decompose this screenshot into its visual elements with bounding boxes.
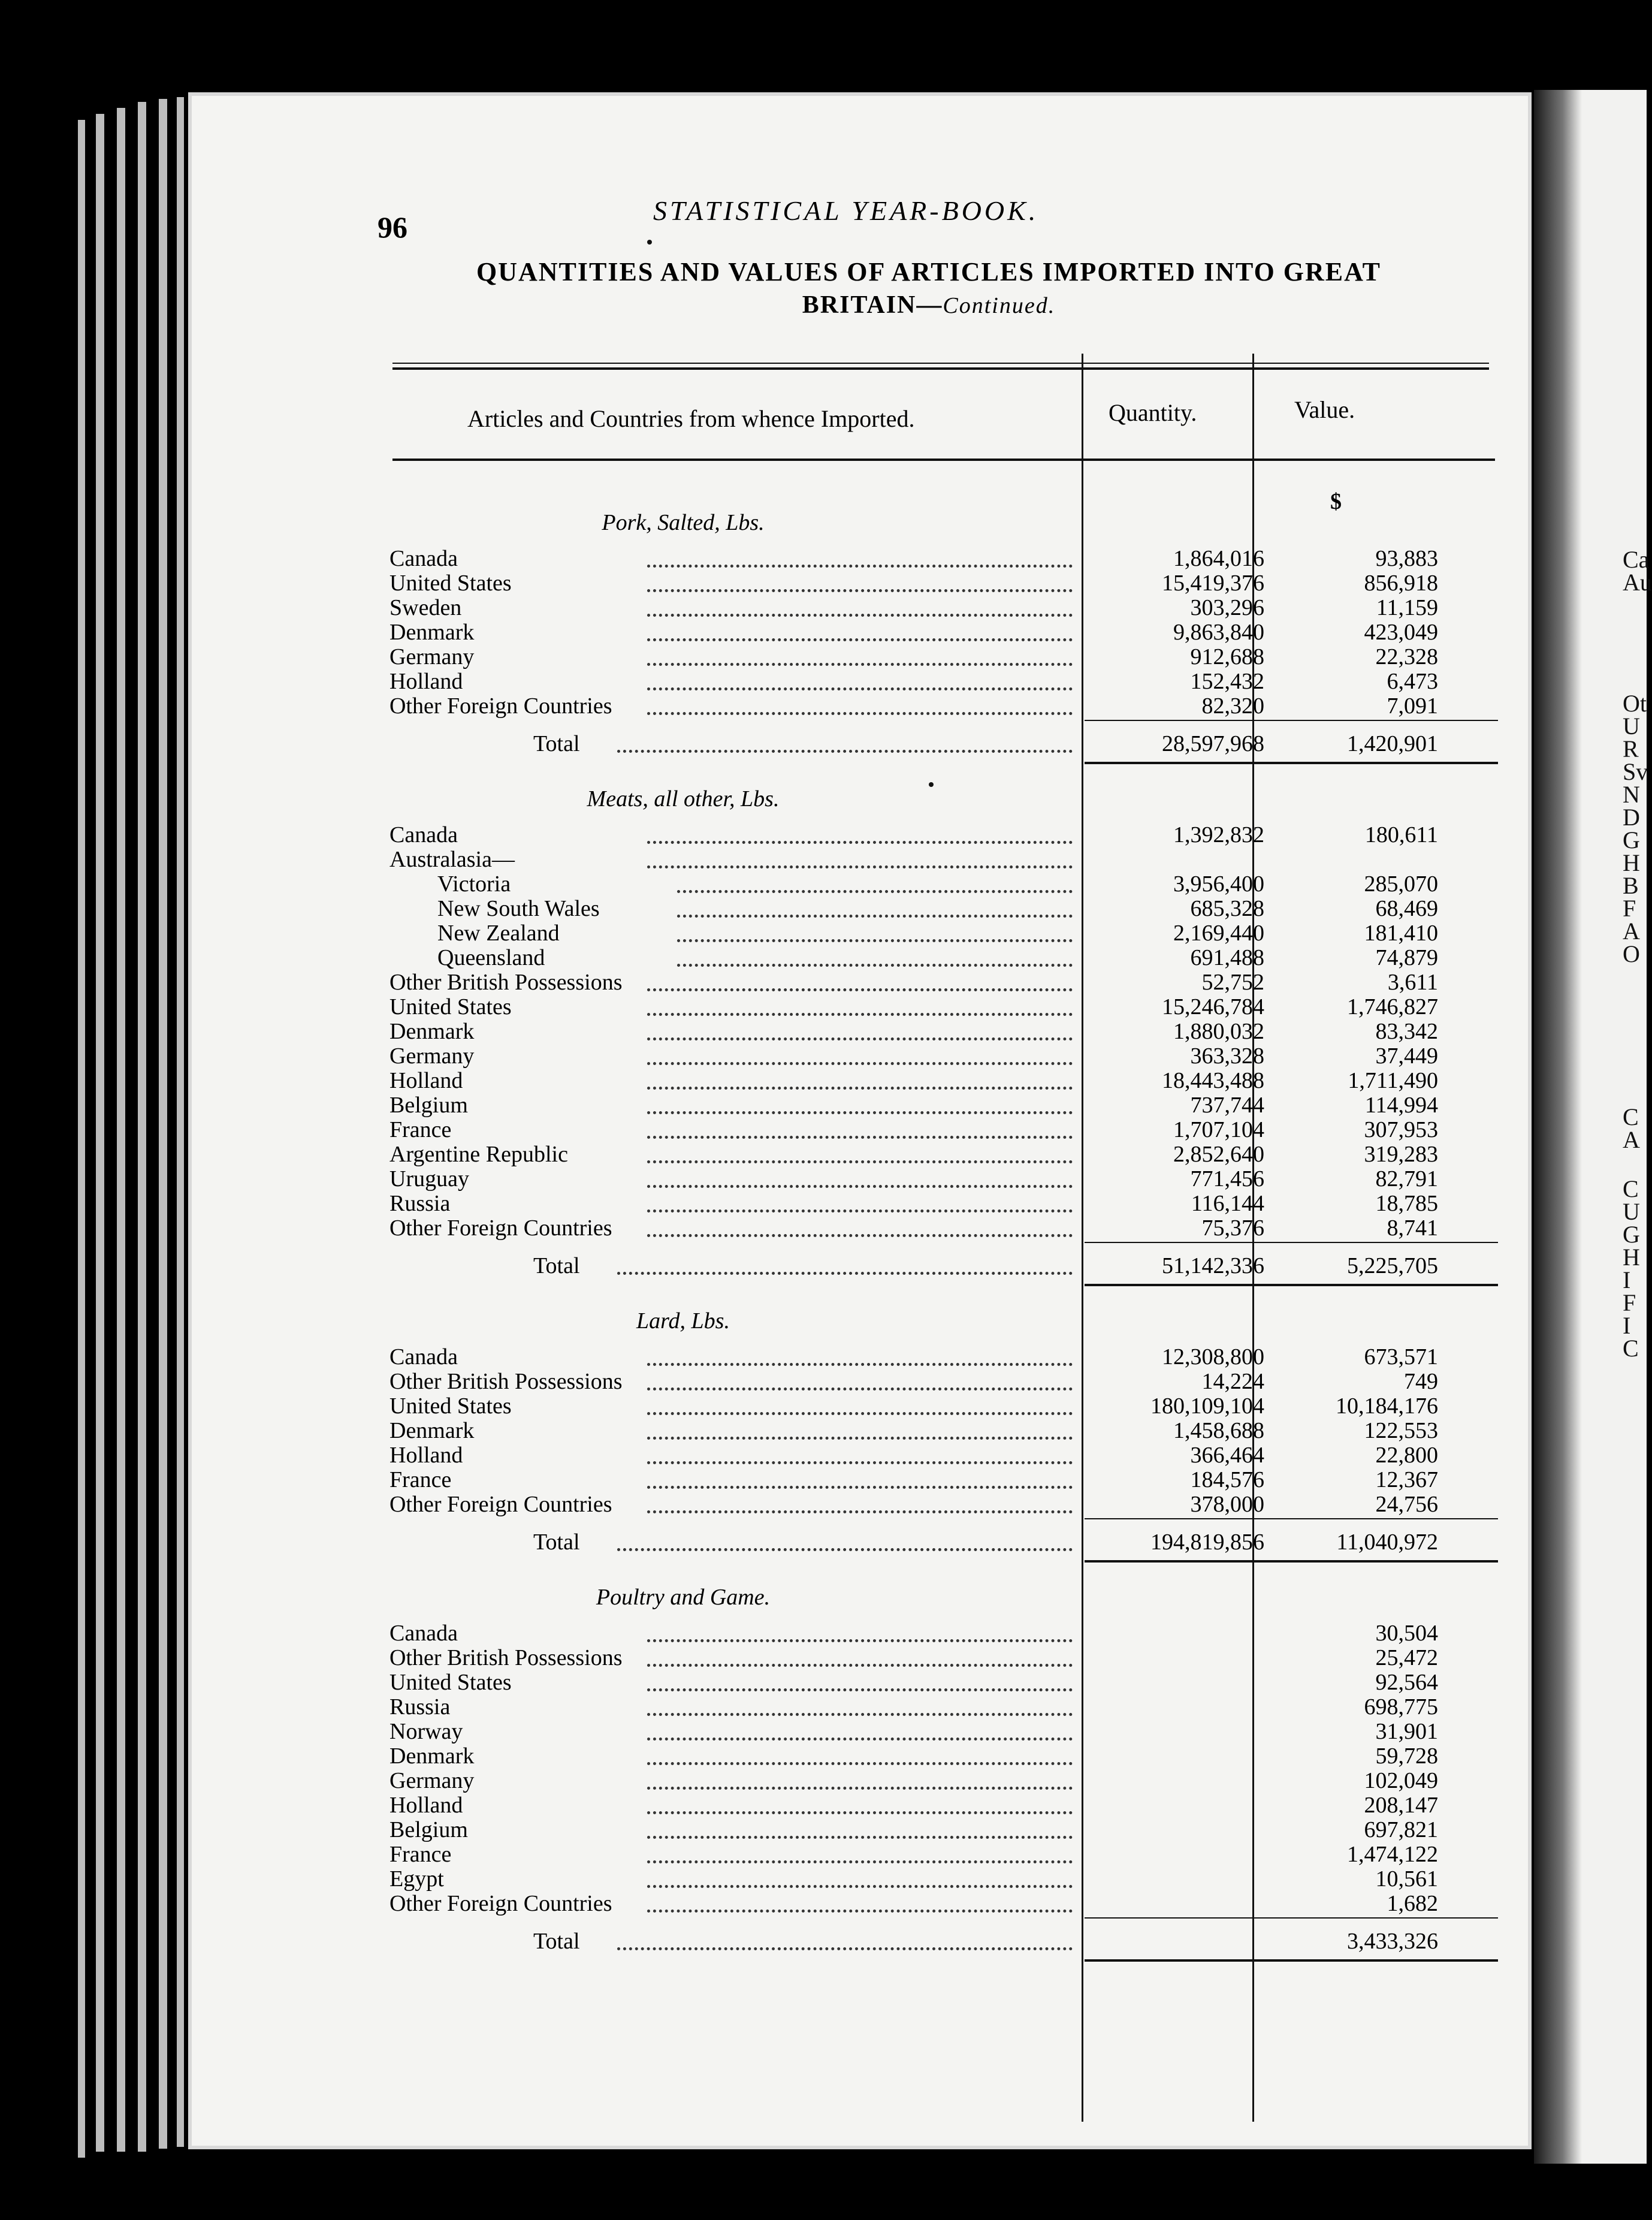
leader-dots <box>647 1749 1073 1765</box>
value-cell: 6,473 <box>1387 669 1438 694</box>
leader-dots <box>647 1675 1073 1691</box>
quantity-cell: 771,456 <box>1190 1166 1264 1192</box>
quantity-cell: 737,744 <box>1190 1093 1264 1118</box>
country-name: Victoria <box>437 871 511 897</box>
leader-dots <box>647 1172 1073 1188</box>
header-rule-bottom <box>392 459 1495 461</box>
quantity-cell: 9,863,840 <box>1173 620 1264 645</box>
country-name: Uruguay <box>389 1166 469 1192</box>
facing-text-fragment: Ot <box>1623 690 1647 717</box>
leader-dots <box>677 951 1073 967</box>
leader-dots <box>647 1896 1073 1913</box>
quantity-cell: 912,688 <box>1190 644 1264 669</box>
total-quantity: 194,819,856 <box>1150 1530 1264 1555</box>
quantity-cell: 378,000 <box>1190 1492 1264 1517</box>
quantity-cell: 1,392,832 <box>1173 822 1264 847</box>
facing-text-fragment: F <box>1623 1289 1636 1316</box>
table-row <box>389 595 1624 619</box>
value-cell: 122,553 <box>1364 1418 1438 1443</box>
value-cell: 31,901 <box>1375 1719 1438 1744</box>
document-page <box>192 96 1528 2146</box>
value-cell: 114,994 <box>1364 1093 1438 1118</box>
quantity-cell: 691,488 <box>1190 945 1264 970</box>
country-name: Germany <box>389 1043 475 1069</box>
value-cell: 7,091 <box>1387 693 1438 719</box>
continued-label: Continued. <box>943 293 1056 318</box>
total-row <box>389 1928 1624 1952</box>
value-cell: 10,184,176 <box>1336 1393 1438 1419</box>
country-name: Denmark <box>389 1418 475 1443</box>
leader-dots <box>647 1872 1073 1888</box>
leader-dots <box>647 1423 1073 1440</box>
table-row <box>389 1368 1624 1392</box>
table-title: QUANTITIES AND VALUES OF ARTICLES IMPORTED INTO GREAT <box>476 257 1382 286</box>
print-speck <box>929 782 934 787</box>
facing-text-fragment: Sv <box>1623 758 1648 785</box>
value-cell: 12,367 <box>1375 1467 1438 1492</box>
leader-dots <box>647 699 1073 715</box>
table-row <box>389 668 1624 692</box>
value-cell: 673,571 <box>1364 1344 1438 1370</box>
table-row <box>389 1645 1624 1669</box>
value-cell: 22,800 <box>1375 1443 1438 1468</box>
value-cell: 856,918 <box>1364 571 1438 596</box>
col-header-value: Value. <box>1294 396 1355 423</box>
country-name: France <box>389 1842 452 1867</box>
total-label: Total <box>533 731 580 756</box>
country-name: Other Foreign Countries <box>389 693 612 719</box>
facing-text-fragment: H <box>1623 1244 1640 1271</box>
value-cell: 1,474,122 <box>1347 1842 1438 1867</box>
leader-dots <box>647 1049 1073 1065</box>
page-number: 96 <box>377 210 407 244</box>
table-row <box>389 1442 1624 1466</box>
leader-dots <box>647 1000 1073 1016</box>
table-row <box>389 920 1624 944</box>
facing-text-fragment: G <box>1623 1221 1640 1248</box>
leader-dots <box>647 1651 1073 1667</box>
country-name: Other Foreign Countries <box>389 1891 612 1916</box>
country-name: Canada <box>389 1344 458 1370</box>
table-row <box>389 1018 1624 1042</box>
country-name: Denmark <box>389 620 475 645</box>
table-row <box>389 1467 1624 1491</box>
facing-text-fragment: F <box>1623 895 1636 922</box>
country-name: Sweden <box>389 595 462 620</box>
value-cell: 307,953 <box>1364 1117 1438 1142</box>
country-name: United States <box>389 994 512 1019</box>
value-cell: 25,472 <box>1375 1645 1438 1670</box>
quantity-cell: 1,458,688 <box>1173 1418 1264 1443</box>
facing-text-fragment: C <box>1623 1175 1639 1202</box>
leader-dots <box>647 1147 1073 1163</box>
value-cell: 11,159 <box>1376 595 1438 620</box>
facing-text-fragment: I <box>1623 1312 1631 1339</box>
total-row <box>389 1529 1624 1553</box>
value-cell: 30,504 <box>1375 1621 1438 1646</box>
table-row <box>389 1718 1624 1742</box>
running-title: STATISTICAL YEAR-BOOK. <box>653 195 1039 226</box>
table-row <box>389 1166 1624 1190</box>
quantity-cell: 3,956,400 <box>1173 871 1264 897</box>
table-row <box>389 1767 1624 1791</box>
country-name: United States <box>389 571 512 596</box>
value-cell: 285,070 <box>1364 871 1438 897</box>
leader-dots <box>617 737 1073 753</box>
country-name: Holland <box>389 1793 463 1818</box>
value-cell: 1,682 <box>1387 1891 1438 1916</box>
value-cell: 208,147 <box>1364 1793 1438 1818</box>
value-cell: 93,883 <box>1375 546 1438 571</box>
quantity-cell: 1,864,016 <box>1173 546 1264 571</box>
quantity-cell: 184,576 <box>1190 1467 1264 1492</box>
value-cell: 83,342 <box>1375 1019 1438 1044</box>
header-rule-top <box>392 363 1489 364</box>
table-row <box>389 1792 1624 1816</box>
table-row <box>389 570 1624 594</box>
value-cell: 181,410 <box>1364 921 1438 946</box>
value-cell: 319,283 <box>1364 1142 1438 1167</box>
leader-dots <box>647 1823 1073 1839</box>
subtotal-rule <box>1085 1917 1498 1919</box>
leader-dots <box>647 1196 1073 1212</box>
facing-text-fragment: O <box>1623 940 1640 967</box>
country-name: Russia <box>389 1191 451 1216</box>
value-cell: 1,746,827 <box>1347 994 1438 1019</box>
value-cell: 10,561 <box>1375 1866 1438 1892</box>
leader-dots <box>677 877 1073 893</box>
value-cell: 74,879 <box>1375 945 1438 970</box>
table-row <box>389 693 1624 717</box>
country-name: Other Foreign Countries <box>389 1215 612 1241</box>
value-cell: 697,821 <box>1364 1817 1438 1842</box>
quantity-cell: 303,296 <box>1190 595 1264 620</box>
dollar-sign: $ <box>1330 489 1342 514</box>
quantity-cell: 82,320 <box>1201 693 1264 719</box>
table-row <box>389 1866 1624 1890</box>
section-title: Lard, Lbs. <box>636 1308 730 1334</box>
page-edge <box>138 102 146 2152</box>
leader-dots <box>647 650 1073 666</box>
country-name: Denmark <box>389 1744 475 1769</box>
quantity-cell: 366,464 <box>1190 1443 1264 1468</box>
total-label: Total <box>533 1253 580 1278</box>
quantity-cell: 685,328 <box>1190 896 1264 921</box>
country-name: Other British Possessions <box>389 970 623 995</box>
leader-dots <box>647 551 1073 568</box>
total-rule <box>1085 1284 1498 1286</box>
country-name: Egypt <box>389 1866 444 1892</box>
leader-dots <box>647 1024 1073 1040</box>
col-header-articles: Articles and Countries from whence Imported. <box>467 405 915 432</box>
value-cell: 423,049 <box>1364 620 1438 645</box>
leader-dots <box>647 1497 1073 1513</box>
country-name: Germany <box>389 644 475 669</box>
facing-text-fragment: A <box>1623 918 1640 945</box>
table-row <box>389 1817 1624 1841</box>
table-row <box>389 545 1624 569</box>
table-row <box>389 1215 1624 1239</box>
total-value: 3,433,326 <box>1347 1929 1438 1954</box>
country-name: Other Foreign Countries <box>389 1492 612 1517</box>
quantity-cell: 12,308,800 <box>1162 1344 1264 1370</box>
quantity-cell: 15,419,376 <box>1162 571 1264 596</box>
table-row <box>389 846 1624 870</box>
leader-dots <box>647 1221 1073 1237</box>
table-row <box>389 1043 1624 1067</box>
value-cell: 22,328 <box>1375 644 1438 669</box>
quantity-cell: 1,707,104 <box>1173 1117 1264 1142</box>
table-row <box>389 619 1624 643</box>
country-name: New South Wales <box>437 896 600 921</box>
value-cell: 180,611 <box>1364 822 1438 847</box>
page-edge <box>117 108 125 2152</box>
quantity-cell: 1,880,032 <box>1173 1019 1264 1044</box>
country-name: Other British Possessions <box>389 1369 623 1394</box>
table-row <box>389 1417 1624 1441</box>
leader-dots <box>647 1626 1073 1642</box>
quantity-cell: 363,328 <box>1190 1043 1264 1069</box>
total-quantity: 28,597,968 <box>1162 731 1264 756</box>
leader-dots <box>647 975 1073 991</box>
table-row <box>389 945 1624 969</box>
section-title: Meats, all other, Lbs. <box>587 786 780 812</box>
table-row <box>389 1669 1624 1693</box>
facing-text-fragment: G <box>1623 827 1640 853</box>
total-value: 11,040,972 <box>1336 1530 1438 1555</box>
value-cell: 24,756 <box>1375 1492 1438 1517</box>
total-quantity: 51,142,336 <box>1162 1253 1264 1278</box>
facing-text-fragment: H <box>1623 849 1640 876</box>
country-name: Canada <box>389 546 458 571</box>
subtotal-rule <box>1085 1242 1498 1243</box>
country-name: Germany <box>389 1768 475 1793</box>
total-row <box>389 1253 1624 1277</box>
table-row <box>389 994 1624 1018</box>
total-label: Total <box>533 1929 580 1954</box>
country-name: Holland <box>389 669 463 694</box>
total-label: Total <box>533 1530 580 1555</box>
total-row <box>389 731 1624 755</box>
subtotal-rule <box>1085 720 1498 721</box>
country-name: Canada <box>389 1621 458 1646</box>
country-name: Argentine Republic <box>389 1142 568 1167</box>
country-name: France <box>389 1467 452 1492</box>
quantity-cell: 15,246,784 <box>1162 994 1264 1019</box>
leader-dots <box>617 1934 1073 1950</box>
facing-text-fragment: C <box>1623 1103 1639 1130</box>
table-row <box>389 895 1624 919</box>
title-dash: — <box>916 291 943 319</box>
table-row <box>389 1841 1624 1865</box>
value-cell: 102,049 <box>1364 1768 1438 1793</box>
page-edge <box>78 120 85 2158</box>
leader-dots <box>677 901 1073 918</box>
value-cell: 37,449 <box>1375 1043 1438 1069</box>
leader-dots <box>647 1350 1073 1366</box>
facing-text-fragment: R <box>1623 735 1639 762</box>
page-edge <box>159 99 167 2149</box>
page-edge <box>177 97 184 2147</box>
col-header-quantity: Quantity. <box>1109 399 1197 426</box>
leader-dots <box>617 1535 1073 1551</box>
table-row <box>389 969 1624 993</box>
value-cell: 59,728 <box>1375 1744 1438 1769</box>
value-cell: 92,564 <box>1375 1670 1438 1695</box>
quantity-cell: 180,109,104 <box>1150 1393 1264 1419</box>
country-name: Canada <box>389 822 458 847</box>
country-name: Denmark <box>389 1019 475 1044</box>
leader-dots <box>647 1073 1073 1090</box>
quantity-cell: 75,376 <box>1201 1215 1264 1241</box>
quantity-cell: 2,852,640 <box>1173 1142 1264 1167</box>
table-row <box>389 1620 1624 1644</box>
facing-text-fragment: A <box>1623 1126 1640 1153</box>
title-word-britain: BRITAIN <box>802 291 917 319</box>
total-rule <box>1085 1959 1498 1962</box>
table-row <box>389 1067 1624 1091</box>
leader-dots <box>647 576 1073 592</box>
table-row <box>389 1141 1624 1165</box>
leader-dots <box>647 828 1073 844</box>
country-name: Holland <box>389 1068 463 1093</box>
facing-text-fragment: I <box>1623 1266 1631 1293</box>
facing-text-fragment: N <box>1623 781 1640 808</box>
leader-dots <box>647 1700 1073 1716</box>
leader-dots <box>647 1473 1073 1489</box>
leader-dots <box>617 1259 1073 1275</box>
print-speck <box>647 240 652 245</box>
table-title-continued <box>419 291 1438 319</box>
quantity-cell: 14,224 <box>1201 1369 1264 1394</box>
table-row <box>389 1190 1624 1214</box>
subtotal-rule <box>1085 1518 1498 1519</box>
total-rule <box>1085 762 1498 764</box>
value-cell: 8,741 <box>1387 1215 1438 1241</box>
total-rule <box>1085 1560 1498 1563</box>
leader-dots <box>647 1724 1073 1741</box>
country-name: Holland <box>389 1443 463 1468</box>
value-cell: 68,469 <box>1375 896 1438 921</box>
leader-dots <box>647 674 1073 690</box>
quantity-cell: 18,443,488 <box>1162 1068 1264 1093</box>
country-name: Belgium <box>389 1093 468 1118</box>
table-row <box>389 1491 1624 1515</box>
table-row <box>389 1092 1624 1116</box>
value-cell: 749 <box>1404 1369 1438 1394</box>
header-rule-top-bold <box>392 367 1489 370</box>
table-row <box>389 1890 1624 1914</box>
table-row <box>389 1344 1624 1368</box>
leader-dots <box>647 1399 1073 1415</box>
country-name: Belgium <box>389 1817 468 1842</box>
leader-dots <box>647 625 1073 641</box>
country-name: Norway <box>389 1719 463 1744</box>
country-name: New Zealand <box>437 921 560 946</box>
facing-text-fragment: C <box>1623 1335 1639 1362</box>
leader-dots <box>647 1098 1073 1114</box>
country-name: Russia <box>389 1694 451 1720</box>
value-cell: 18,785 <box>1375 1191 1438 1216</box>
table-row <box>389 1393 1624 1417</box>
quantity-cell: 116,144 <box>1191 1191 1264 1216</box>
leader-dots <box>647 1847 1073 1863</box>
section-title: Poultry and Game. <box>596 1585 771 1610</box>
table-row <box>389 1117 1624 1141</box>
facing-text-fragment: U <box>1623 1198 1640 1225</box>
country-name: France <box>389 1117 452 1142</box>
section-title: Pork, Salted, Lbs. <box>602 510 765 535</box>
leader-dots <box>647 1798 1073 1814</box>
leader-dots <box>647 1123 1073 1139</box>
country-name: United States <box>389 1670 512 1695</box>
leader-dots <box>647 1374 1073 1390</box>
facing-text-fragment: Ca <box>1623 546 1650 573</box>
leader-dots <box>677 926 1073 942</box>
facing-text-fragment: B <box>1623 872 1639 899</box>
total-value: 5,225,705 <box>1347 1253 1438 1278</box>
facing-text-fragment: Au <box>1623 569 1652 596</box>
quantity-cell: 2,169,440 <box>1173 921 1264 946</box>
leader-dots <box>647 1773 1073 1790</box>
value-cell: 82,791 <box>1375 1166 1438 1192</box>
quantity-cell: 152,432 <box>1190 669 1264 694</box>
country-name: Australasia— <box>389 847 515 872</box>
facing-text-fragment: U <box>1623 713 1640 740</box>
table-row <box>389 644 1624 668</box>
country-name: Queensland <box>437 945 545 970</box>
page-edge <box>96 114 104 2152</box>
facing-text-fragment: D <box>1623 804 1640 831</box>
leader-dots <box>647 1448 1073 1464</box>
country-name: Other British Possessions <box>389 1645 623 1670</box>
table-row <box>389 822 1624 846</box>
value-cell: 1,711,490 <box>1348 1068 1438 1093</box>
quantity-cell: 52,752 <box>1201 970 1264 995</box>
table-row <box>389 871 1624 895</box>
leader-dots <box>647 852 1073 868</box>
country-name: United States <box>389 1393 512 1419</box>
leader-dots <box>647 601 1073 617</box>
value-cell: 698,775 <box>1364 1694 1438 1720</box>
table-row <box>389 1743 1624 1767</box>
value-cell: 3,611 <box>1387 970 1438 995</box>
total-value: 1,420,901 <box>1347 731 1438 756</box>
table-row <box>389 1694 1624 1718</box>
